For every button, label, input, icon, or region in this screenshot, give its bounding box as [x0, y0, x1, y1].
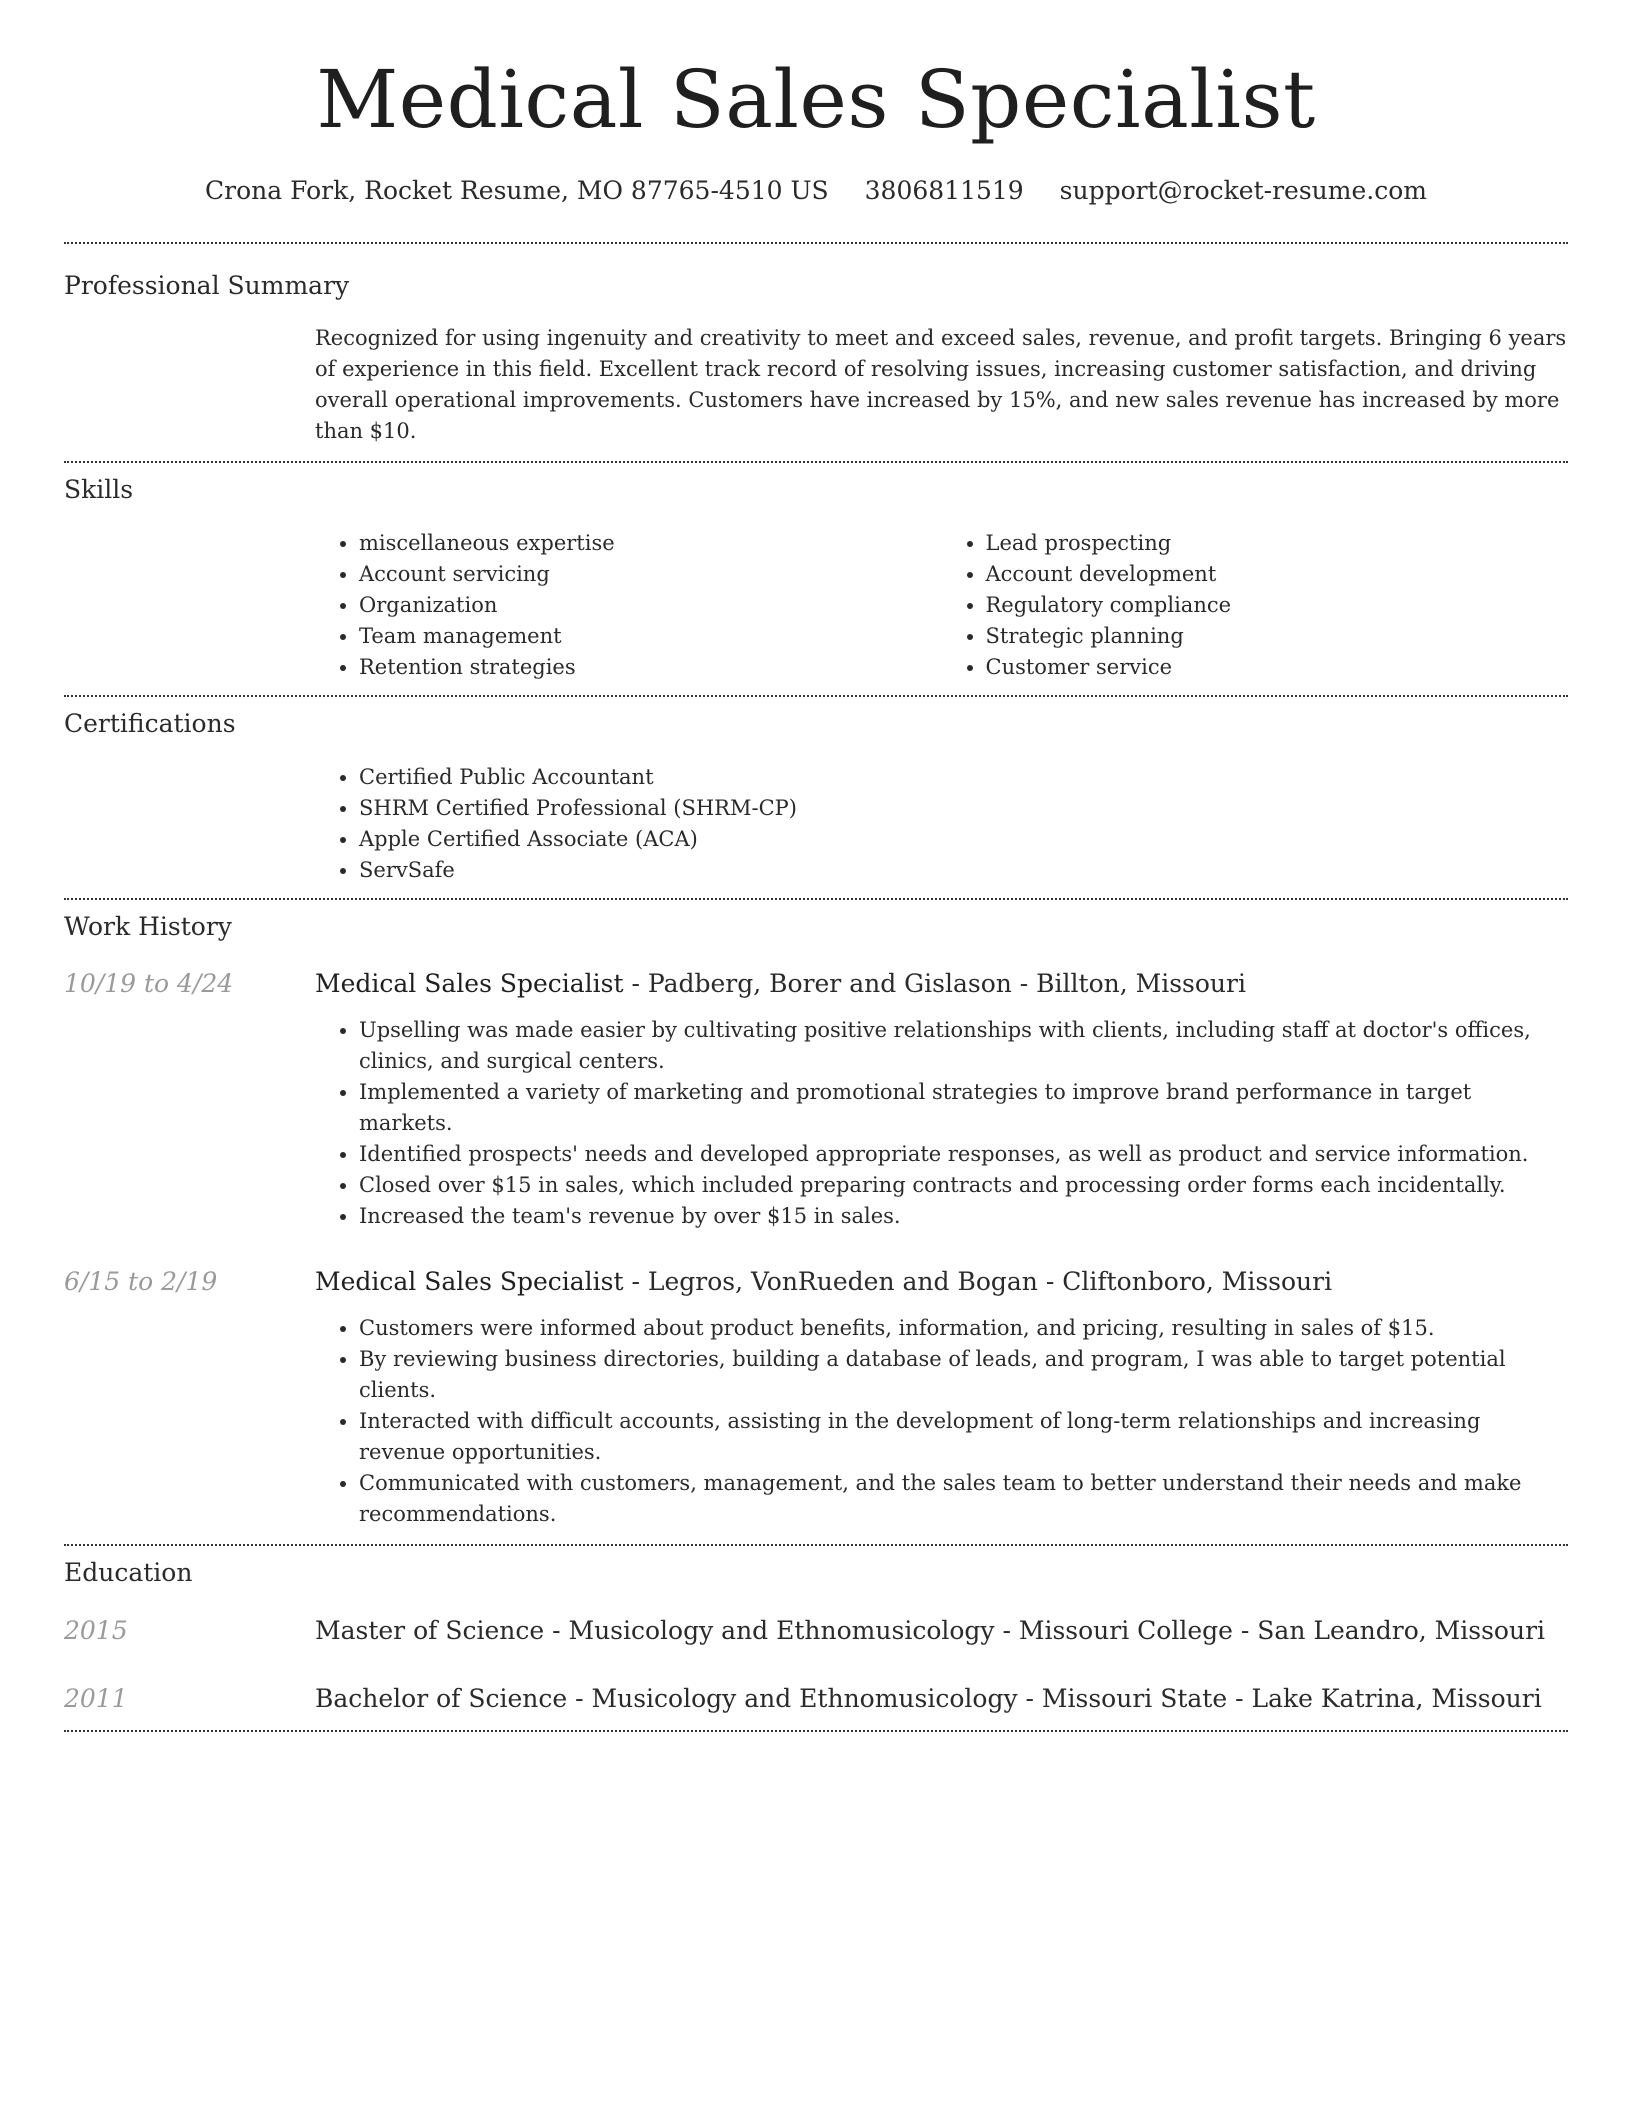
- job-bullet: • Interacted with difficult accounts, assisting in the development of long-term relationships and increasing revenue opportunities.: [359, 1406, 1568, 1468]
- education-year: 2011: [64, 1684, 128, 1713]
- job-company: - Legros, VonRueden and Bogan - Cliftonboro, Missouri: [623, 1267, 1333, 1296]
- section-title-summary: Professional Summary: [64, 271, 350, 300]
- skill-item: • Strategic planning: [986, 621, 1569, 652]
- divider: [64, 1730, 1568, 1732]
- skill-item: • Organization: [359, 590, 942, 621]
- section-summary: [64, 244, 1568, 461]
- contact-email: support@rocket-resume.com: [1059, 176, 1427, 205]
- contact-line: [64, 174, 1568, 208]
- job-bullet: • Implemented a variety of marketing and promotional strategies to improve brand performance in target markets.: [359, 1077, 1568, 1139]
- job-role: Medical Sales Specialist: [315, 1267, 624, 1296]
- job-entry: [64, 1266, 1568, 1530]
- skill-item: • Account development: [986, 559, 1569, 590]
- section-title-skills: Skills: [64, 475, 134, 504]
- education-entry: [64, 1683, 1568, 1715]
- certification-item: • ServSafe: [359, 855, 1568, 886]
- resume-name: Medical Sales Specialist: [316, 53, 1316, 146]
- job-entry: [64, 968, 1568, 1232]
- section-title-certifications: Certifications: [64, 709, 236, 738]
- job-role: Medical Sales Specialist: [315, 969, 624, 998]
- job-dates: 10/19 to 4/24: [64, 969, 234, 998]
- certification-item: • Certified Public Accountant: [359, 762, 1568, 793]
- job-bullet: • By reviewing business directories, building a database of leads, and program, I was able to target potential clients.: [359, 1344, 1568, 1406]
- job-dates: 6/15 to 2/19: [64, 1267, 218, 1296]
- skill-item: • Regulatory compliance: [986, 590, 1569, 621]
- education-entry: [64, 1615, 1568, 1647]
- skills-list-right: [942, 528, 1569, 683]
- job-bullet: • Upselling was made easier by cultivating positive relationships with clients, including staff at doctor's offices, clinics, and surgical centers.: [359, 1015, 1568, 1077]
- contact-phone: 3806811519: [864, 176, 1024, 205]
- skill-item: • Customer service: [986, 652, 1569, 683]
- section-title-work-history: Work History: [64, 912, 232, 941]
- certification-item: • SHRM Certified Professional (SHRM-CP): [359, 793, 1568, 824]
- section-education: [64, 1546, 1568, 1730]
- job-company: - Padberg, Borer and Gislason - Billton, Missouri: [623, 969, 1246, 998]
- skill-item: • Account servicing: [359, 559, 942, 590]
- skill-item: • Retention strategies: [359, 652, 942, 683]
- job-bullet: • Customers were informed about product benefits, information, and pricing, resulting in sales of $15.: [359, 1313, 1568, 1344]
- skill-item: • Lead prospecting: [986, 528, 1569, 559]
- job-title: [315, 968, 1568, 1000]
- certifications-list: [315, 762, 1568, 886]
- section-certifications: [64, 697, 1568, 898]
- job-bullet: • Closed over $15 in sales, which included preparing contracts and processing order forms each incidentally.: [359, 1170, 1568, 1201]
- job-bullets: [315, 1313, 1568, 1530]
- job-bullets: [315, 1015, 1568, 1232]
- skill-item: • Team management: [359, 621, 942, 652]
- section-title-education: Education: [64, 1558, 193, 1587]
- skills-list-left: [315, 528, 942, 683]
- section-skills: [64, 463, 1568, 695]
- section-work-history: [64, 900, 1568, 1544]
- education-year: 2015: [64, 1616, 128, 1645]
- education-degree: Bachelor of Science - Musicology and Ethnomusicology - Missouri State - Lake Katrina, Missouri: [315, 1684, 1542, 1713]
- job-bullet: • Identified prospects' needs and developed appropriate responses, as well as product and service information.: [359, 1139, 1568, 1170]
- job-bullet: • Increased the team's revenue by over $15 in sales.: [359, 1201, 1568, 1232]
- job-title: [315, 1266, 1568, 1298]
- education-degree: Master of Science - Musicology and Ethnomusicology - Missouri College - San Leandro, Missouri: [315, 1616, 1546, 1645]
- skill-item: • miscellaneous expertise: [359, 528, 942, 559]
- summary-text: Recognized for using ingenuity and creativity to meet and exceed sales, revenue, and profit targets. Bringing 6 years of experience in this field. Excellent track record of resolving issues, increasing customer satisfaction, and driving overall operational improvements. Customers have increased by 15%, and new sales revenue has increased by more than $10.: [315, 326, 1567, 443]
- contact-address: Crona Fork, Rocket Resume, MO 87765-4510 US: [205, 176, 829, 205]
- certification-item: • Apple Certified Associate (ACA): [359, 824, 1568, 855]
- job-bullet: • Communicated with customers, management, and the sales team to better understand their needs and make recommendations.: [359, 1468, 1568, 1530]
